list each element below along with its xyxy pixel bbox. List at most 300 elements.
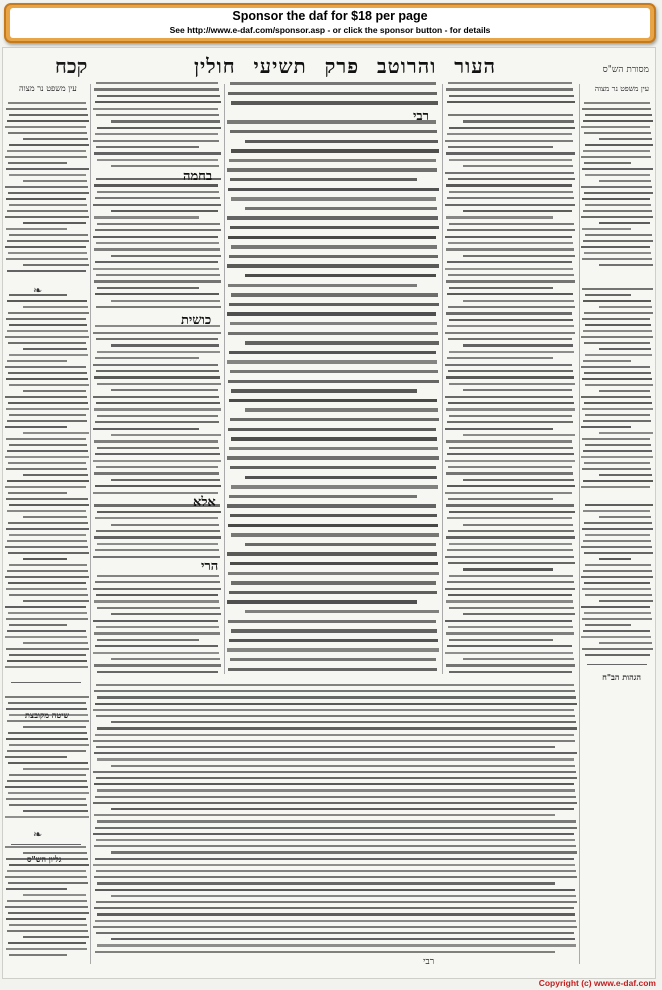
text-line bbox=[585, 294, 631, 296]
text-line bbox=[94, 814, 555, 816]
text-line bbox=[93, 802, 577, 804]
text-line bbox=[96, 684, 574, 686]
text-line bbox=[228, 236, 436, 239]
text-line bbox=[445, 140, 573, 142]
text-line bbox=[96, 82, 218, 84]
text-line bbox=[449, 415, 572, 417]
text-line bbox=[448, 530, 574, 532]
text-line bbox=[95, 293, 219, 295]
text-line bbox=[5, 456, 89, 458]
text-line bbox=[7, 510, 86, 512]
right-margin-divider bbox=[587, 664, 647, 665]
text-line bbox=[448, 498, 553, 500]
text-line bbox=[6, 588, 87, 590]
text-line bbox=[111, 613, 221, 615]
text-line bbox=[228, 284, 417, 287]
text-line bbox=[447, 293, 573, 295]
ein-mishpat-left-label: עין משפט נר מצוה bbox=[19, 84, 77, 93]
text-line bbox=[245, 140, 438, 143]
text-line bbox=[228, 524, 438, 527]
text-line bbox=[227, 600, 417, 603]
text-line bbox=[449, 127, 575, 129]
text-line bbox=[230, 658, 436, 661]
text-line bbox=[93, 396, 219, 398]
text-line bbox=[445, 364, 572, 366]
text-line bbox=[584, 552, 653, 554]
text-line bbox=[6, 738, 88, 740]
text-line bbox=[229, 351, 436, 354]
text-line bbox=[9, 654, 86, 656]
text-line bbox=[227, 456, 439, 459]
text-line bbox=[227, 312, 436, 315]
text-line bbox=[447, 517, 572, 519]
text-line bbox=[97, 511, 221, 513]
text-line bbox=[7, 210, 88, 212]
text-line bbox=[97, 789, 575, 791]
hagahot-habach-label: הגהות הב"ח bbox=[602, 672, 641, 682]
text-line bbox=[228, 620, 436, 623]
text-line bbox=[6, 408, 89, 410]
text-line bbox=[7, 240, 89, 242]
text-line bbox=[449, 511, 575, 513]
text-line bbox=[93, 460, 221, 462]
text-line bbox=[581, 216, 653, 218]
text-line bbox=[447, 581, 574, 583]
text-line bbox=[447, 133, 572, 135]
text-line bbox=[5, 606, 86, 608]
text-line bbox=[445, 204, 575, 206]
text-line bbox=[94, 88, 219, 90]
text-line bbox=[94, 248, 220, 250]
text-line bbox=[93, 332, 221, 334]
text-line bbox=[96, 146, 199, 148]
text-line bbox=[97, 383, 221, 385]
text-line bbox=[245, 408, 438, 411]
text-line bbox=[581, 186, 652, 188]
text-line bbox=[95, 421, 219, 423]
text-line bbox=[7, 720, 89, 722]
text-line bbox=[8, 612, 87, 614]
text-line bbox=[231, 293, 438, 296]
text-line bbox=[447, 229, 575, 231]
text-line bbox=[96, 839, 575, 841]
text-line bbox=[9, 204, 87, 206]
text-line bbox=[583, 570, 652, 572]
text-line bbox=[6, 528, 89, 530]
text-line bbox=[463, 568, 553, 570]
text-line bbox=[97, 882, 555, 884]
text-line bbox=[599, 642, 652, 644]
text-line bbox=[6, 108, 87, 110]
text-line bbox=[111, 938, 575, 940]
text-line bbox=[96, 777, 577, 779]
text-line bbox=[9, 744, 89, 746]
text-line bbox=[582, 108, 651, 110]
text-line bbox=[445, 332, 575, 334]
text-line bbox=[581, 126, 650, 128]
text-line bbox=[6, 258, 88, 260]
text-line bbox=[581, 396, 651, 398]
text-line bbox=[229, 495, 417, 498]
text-line bbox=[245, 610, 439, 613]
text-line bbox=[97, 95, 220, 97]
sponsor-subtitle[interactable]: See http://www.e-daf.com/sponsor.asp - or click the sponsor button - for details bbox=[169, 25, 491, 35]
text-line bbox=[584, 522, 652, 524]
text-line bbox=[111, 434, 221, 436]
gilyon-hashas-label: גליון הש"ס bbox=[27, 854, 62, 864]
text-line bbox=[97, 543, 218, 545]
text-line bbox=[94, 184, 218, 186]
column-rule-left bbox=[224, 84, 225, 674]
text-line bbox=[23, 264, 89, 266]
text-line bbox=[5, 636, 87, 638]
text-line bbox=[9, 504, 89, 506]
text-line bbox=[23, 558, 67, 560]
sponsor-banner-inner[interactable] bbox=[10, 8, 650, 38]
text-line bbox=[584, 402, 652, 404]
text-line bbox=[446, 472, 573, 474]
text-line bbox=[585, 354, 652, 356]
text-line bbox=[6, 618, 88, 620]
text-line bbox=[8, 762, 88, 764]
text-line bbox=[229, 399, 437, 402]
shita-mekubetzet-label: שיטה מקובצת bbox=[25, 710, 69, 720]
text-line bbox=[8, 492, 67, 494]
text-line bbox=[95, 734, 574, 736]
text-line bbox=[97, 287, 199, 289]
text-line bbox=[5, 396, 87, 398]
text-line bbox=[9, 384, 89, 386]
text-line bbox=[230, 226, 439, 229]
text-line bbox=[582, 618, 652, 620]
text-line bbox=[445, 460, 575, 462]
text-line bbox=[583, 450, 652, 452]
text-line bbox=[463, 210, 572, 212]
text-line bbox=[8, 462, 86, 464]
text-line bbox=[585, 504, 653, 506]
text-line bbox=[93, 428, 199, 430]
text-line bbox=[9, 354, 88, 356]
text-line bbox=[463, 344, 573, 346]
text-line bbox=[463, 524, 573, 526]
text-line bbox=[229, 639, 438, 642]
text-line bbox=[8, 162, 67, 164]
text-line bbox=[581, 546, 652, 548]
text-line bbox=[584, 312, 653, 314]
text-line bbox=[582, 588, 651, 590]
text-line bbox=[446, 664, 575, 666]
text-line bbox=[581, 636, 651, 638]
text-line bbox=[446, 632, 574, 634]
text-line bbox=[585, 114, 652, 116]
text-line bbox=[93, 588, 221, 590]
text-line bbox=[230, 322, 437, 325]
text-line bbox=[6, 888, 67, 890]
text-line bbox=[448, 306, 575, 308]
text-line bbox=[599, 390, 650, 392]
text-line bbox=[583, 360, 631, 362]
text-line bbox=[9, 564, 87, 566]
text-line bbox=[446, 504, 574, 506]
margin-rule-left bbox=[90, 84, 91, 964]
text-line bbox=[230, 418, 439, 421]
text-line bbox=[95, 703, 577, 705]
text-line bbox=[97, 447, 219, 449]
text-line bbox=[448, 562, 575, 564]
text-line bbox=[448, 402, 574, 404]
text-line bbox=[463, 434, 575, 436]
text-line bbox=[94, 376, 220, 378]
text-line bbox=[7, 660, 87, 662]
text-line bbox=[23, 474, 88, 476]
text-line bbox=[231, 629, 437, 632]
text-line bbox=[583, 420, 651, 422]
text-line bbox=[8, 792, 89, 794]
text-line bbox=[94, 152, 221, 154]
text-line bbox=[96, 114, 219, 116]
text-line bbox=[6, 918, 86, 920]
text-line bbox=[447, 197, 574, 199]
text-line bbox=[447, 645, 572, 647]
text-line bbox=[7, 360, 67, 362]
text-line bbox=[227, 648, 439, 651]
sponsor-banner[interactable] bbox=[4, 3, 656, 43]
text-line bbox=[96, 338, 218, 340]
text-line bbox=[94, 752, 577, 754]
text-line bbox=[229, 447, 438, 450]
text-line bbox=[448, 626, 573, 628]
text-line bbox=[8, 552, 89, 554]
text-line bbox=[449, 287, 553, 289]
text-line bbox=[95, 357, 199, 359]
text-line bbox=[585, 564, 651, 566]
text-line bbox=[94, 876, 577, 878]
text-line bbox=[585, 534, 650, 536]
text-line bbox=[7, 570, 88, 572]
text-line bbox=[6, 438, 86, 440]
text-line bbox=[95, 101, 221, 103]
text-line bbox=[111, 389, 218, 391]
text-line bbox=[583, 540, 651, 542]
text-line bbox=[227, 168, 437, 171]
text-line bbox=[8, 252, 87, 254]
gemara-text-column bbox=[225, 78, 441, 678]
text-line bbox=[94, 600, 219, 602]
text-line bbox=[96, 530, 220, 532]
text-line bbox=[463, 389, 572, 391]
text-line bbox=[446, 280, 575, 282]
text-line bbox=[9, 774, 86, 776]
text-line bbox=[95, 549, 219, 551]
text-line bbox=[231, 197, 436, 200]
text-line bbox=[96, 274, 220, 276]
text-line bbox=[445, 492, 572, 494]
text-line bbox=[93, 833, 574, 835]
text-line bbox=[5, 816, 89, 818]
text-line bbox=[9, 114, 88, 116]
text-line bbox=[584, 102, 650, 104]
text-line bbox=[229, 255, 438, 258]
text-line bbox=[93, 268, 219, 270]
copyright-notice[interactable]: Copyright (c) www.e-daf.com bbox=[538, 978, 656, 988]
text-line bbox=[449, 639, 553, 641]
text-line bbox=[23, 726, 86, 728]
text-line bbox=[23, 516, 87, 518]
text-line bbox=[9, 594, 88, 596]
text-line bbox=[228, 428, 436, 431]
text-line bbox=[448, 370, 573, 372]
text-line bbox=[111, 808, 574, 810]
text-line bbox=[231, 581, 436, 584]
text-line bbox=[5, 336, 89, 338]
dibur-hamatchil-left-4: הרי bbox=[201, 559, 219, 574]
text-line bbox=[93, 364, 218, 366]
text-line bbox=[97, 607, 220, 609]
text-line bbox=[6, 798, 86, 800]
text-line bbox=[95, 827, 577, 829]
text-line bbox=[463, 613, 575, 615]
text-line bbox=[599, 222, 650, 224]
text-line bbox=[8, 402, 88, 404]
text-line bbox=[97, 223, 220, 225]
text-line bbox=[448, 242, 573, 244]
text-line bbox=[463, 658, 574, 660]
page-header bbox=[3, 54, 655, 80]
text-line bbox=[7, 870, 86, 872]
text-line bbox=[23, 180, 87, 182]
text-line bbox=[96, 932, 574, 934]
text-line bbox=[583, 240, 653, 242]
text-line bbox=[448, 82, 572, 84]
text-line bbox=[7, 450, 88, 452]
text-line bbox=[228, 668, 437, 671]
column-rule-right bbox=[442, 84, 443, 674]
text-line bbox=[585, 234, 652, 236]
text-line bbox=[447, 261, 572, 263]
text-line bbox=[23, 306, 88, 308]
text-line bbox=[231, 149, 439, 152]
text-line bbox=[97, 191, 219, 193]
text-line bbox=[583, 150, 650, 152]
text-line bbox=[94, 280, 221, 282]
text-line bbox=[5, 666, 88, 668]
text-line bbox=[8, 582, 86, 584]
text-line bbox=[446, 216, 553, 218]
text-line bbox=[445, 588, 575, 590]
text-line bbox=[448, 338, 572, 340]
text-line bbox=[5, 906, 88, 908]
text-line bbox=[6, 378, 88, 380]
text-line bbox=[6, 648, 89, 650]
text-line bbox=[227, 504, 436, 507]
dibur-hamatchil-center: רבי bbox=[413, 109, 430, 124]
text-line bbox=[5, 846, 86, 848]
bottom-catchword: רבי bbox=[423, 957, 435, 967]
text-line bbox=[231, 245, 437, 248]
text-line bbox=[6, 198, 86, 200]
text-line bbox=[581, 426, 631, 428]
commentary-bottom bbox=[91, 684, 579, 954]
text-line bbox=[9, 804, 87, 806]
text-line bbox=[585, 654, 650, 656]
chapter-title: העור והרוטב פרק תשיעי חולין bbox=[193, 54, 497, 78]
text-line bbox=[449, 383, 575, 385]
text-line bbox=[97, 758, 574, 760]
text-line bbox=[97, 913, 575, 915]
text-line bbox=[97, 727, 577, 729]
text-line bbox=[448, 594, 572, 596]
text-line bbox=[6, 948, 87, 950]
talmud-page-scan bbox=[2, 47, 656, 979]
text-line bbox=[449, 95, 574, 97]
text-line bbox=[5, 486, 86, 488]
text-line bbox=[448, 146, 553, 148]
ornament-icon-2: ❧ bbox=[33, 828, 43, 841]
text-line bbox=[9, 864, 89, 866]
text-line bbox=[445, 556, 574, 558]
text-line bbox=[585, 144, 653, 146]
text-line bbox=[227, 552, 437, 555]
text-line bbox=[95, 453, 220, 455]
text-line bbox=[585, 624, 631, 626]
text-line bbox=[96, 242, 219, 244]
text-line bbox=[97, 415, 218, 417]
text-line bbox=[111, 851, 577, 853]
text-line bbox=[463, 300, 574, 302]
text-line bbox=[449, 543, 572, 545]
text-line bbox=[7, 750, 86, 752]
left-margin-divider-1 bbox=[11, 682, 81, 683]
text-line bbox=[94, 440, 218, 442]
text-line bbox=[446, 152, 575, 154]
text-line bbox=[7, 300, 87, 302]
text-line bbox=[95, 796, 576, 798]
text-line bbox=[94, 664, 221, 666]
text-line bbox=[585, 324, 651, 326]
text-line bbox=[231, 389, 417, 392]
text-line bbox=[23, 600, 89, 602]
text-line bbox=[599, 516, 651, 518]
text-line bbox=[9, 534, 86, 536]
text-line bbox=[95, 197, 220, 199]
text-line bbox=[585, 174, 650, 176]
text-line bbox=[7, 780, 87, 782]
text-line bbox=[7, 330, 88, 332]
text-line bbox=[599, 138, 652, 140]
text-line bbox=[8, 912, 89, 914]
text-line bbox=[585, 384, 653, 386]
text-line bbox=[582, 168, 653, 170]
text-line bbox=[8, 522, 88, 524]
text-line bbox=[111, 300, 220, 302]
text-line bbox=[8, 372, 87, 374]
text-line bbox=[227, 360, 437, 363]
text-line bbox=[445, 172, 574, 174]
text-line bbox=[463, 479, 574, 481]
text-line bbox=[9, 144, 89, 146]
text-line bbox=[245, 476, 437, 479]
text-line bbox=[5, 426, 67, 428]
text-line bbox=[446, 408, 575, 410]
text-line bbox=[449, 447, 573, 449]
text-line bbox=[95, 261, 218, 263]
text-line bbox=[463, 255, 575, 257]
text-line bbox=[229, 303, 439, 306]
text-line bbox=[94, 690, 575, 692]
text-line bbox=[7, 480, 89, 482]
text-line bbox=[228, 572, 439, 575]
text-line bbox=[599, 558, 631, 560]
